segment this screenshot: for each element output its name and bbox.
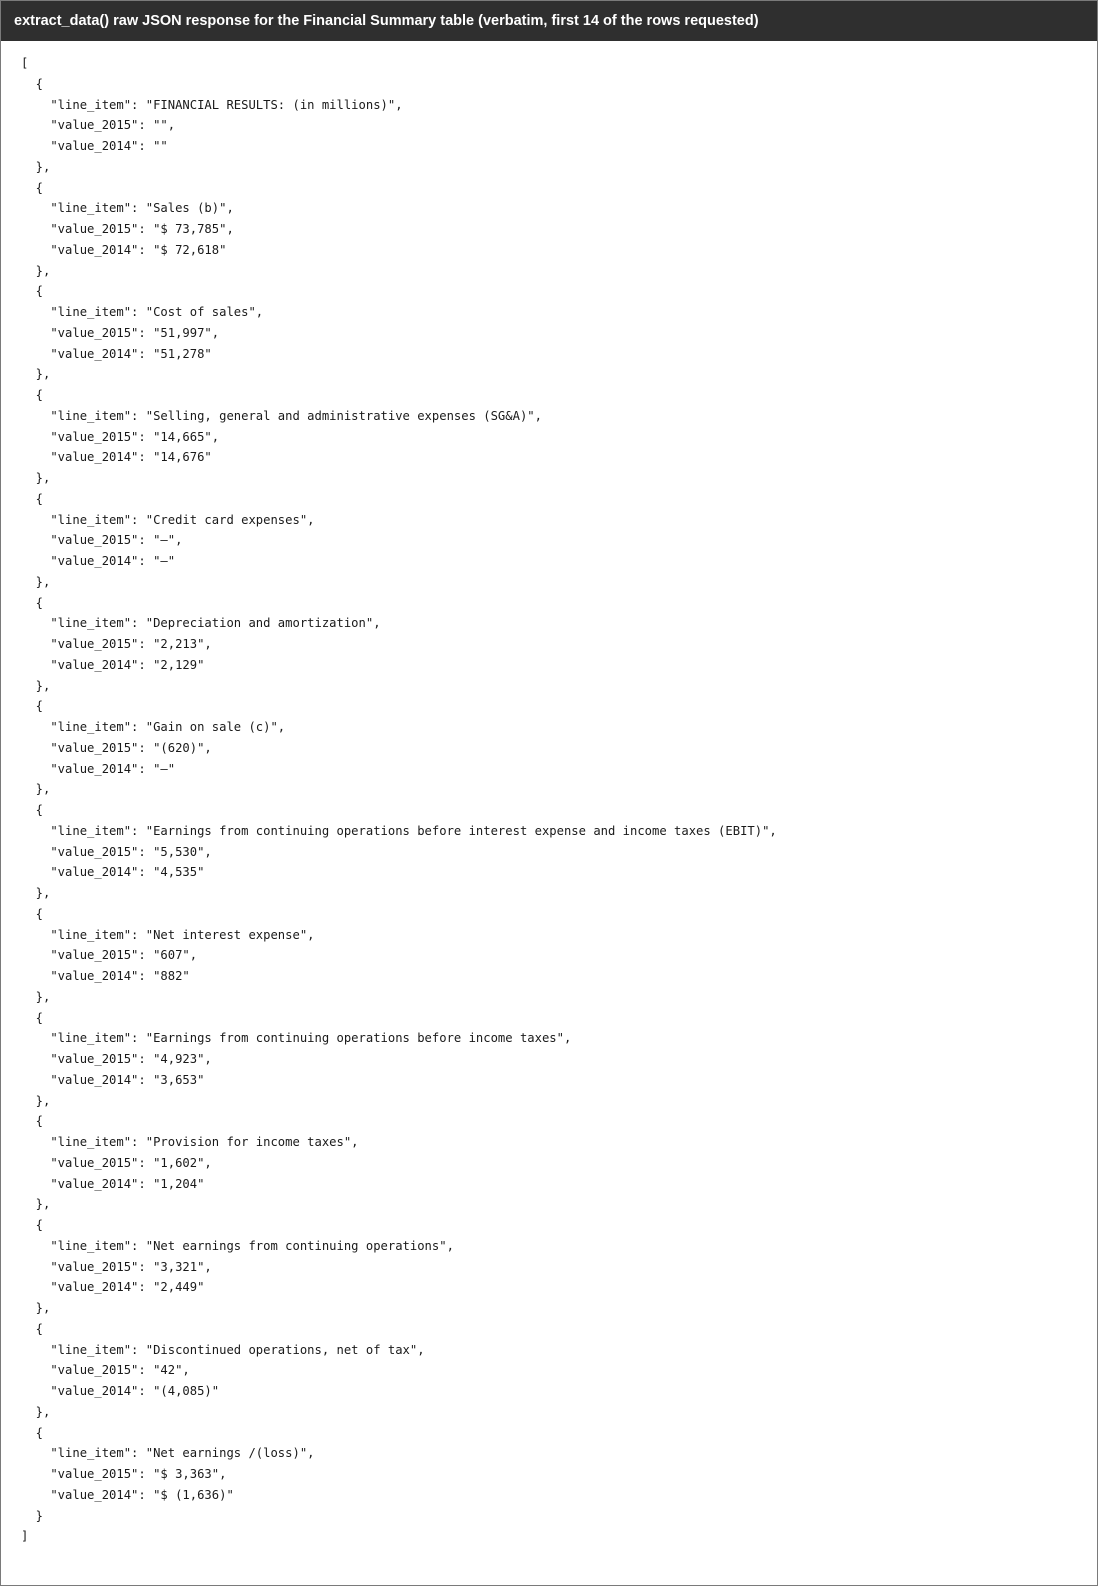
panel-title: extract_data() raw JSON response for the Financial Summary table (verbatim, first 14 of the rows requested)	[1, 1, 1097, 41]
json-response-text: [ { "line_item": "FINANCIAL RESULTS: (in millions)", "value_2015": "", "value_2014": "" }, { "line_item": "Sales (b)", "value_2015": "$ 73,785", "value_2014": "$ 72,618" }, { "line_item": "Cost of sales", "value_2015": "51,997", "value_2014": "51,278" }, { "line_item": "Selling, general and administrative expenses (SG&A)", "value_2015": "14,665", "value_2014": "14,676" }, { "line_item": "Credit card expenses", "value_2015": "—", "value_2014": "—" }, { "line_item": "Depreciation and amortization", "value_2015": "2,213", "value_2014": "2,129" }, { "line_item": "Gain on sale (c)", "value_2015": "(620)", "value_2014": "—" }, { "line_item": "Earnings from continuing operations before interest expense and income taxes (EBIT)", "value_2015": "5,530", "value_2014": "4,535" }, { "line_item": "Net interest expense", "value_2015": "607", "value_2014": "882" }, { "line_item": "Earnings from continuing operations before income taxes", "value_2015": "4,923", "value_2014": "3,653" }, { "line_item": "Provision for income taxes", "value_2015": "1,602", "value_2014": "1,204" }, { "line_item": "Net earnings from continuing operations", "value_2015": "3,321", "value_2014": "2,449" }, { "line_item": "Discontinued operations, net of tax", "value_2015": "42", "value_2014": "(4,085)" }, { "line_item": "Net earnings /(loss)", "value_2015": "$ 3,363", "value_2014": "$ (1,636)" } ]	[21, 56, 777, 1544]
